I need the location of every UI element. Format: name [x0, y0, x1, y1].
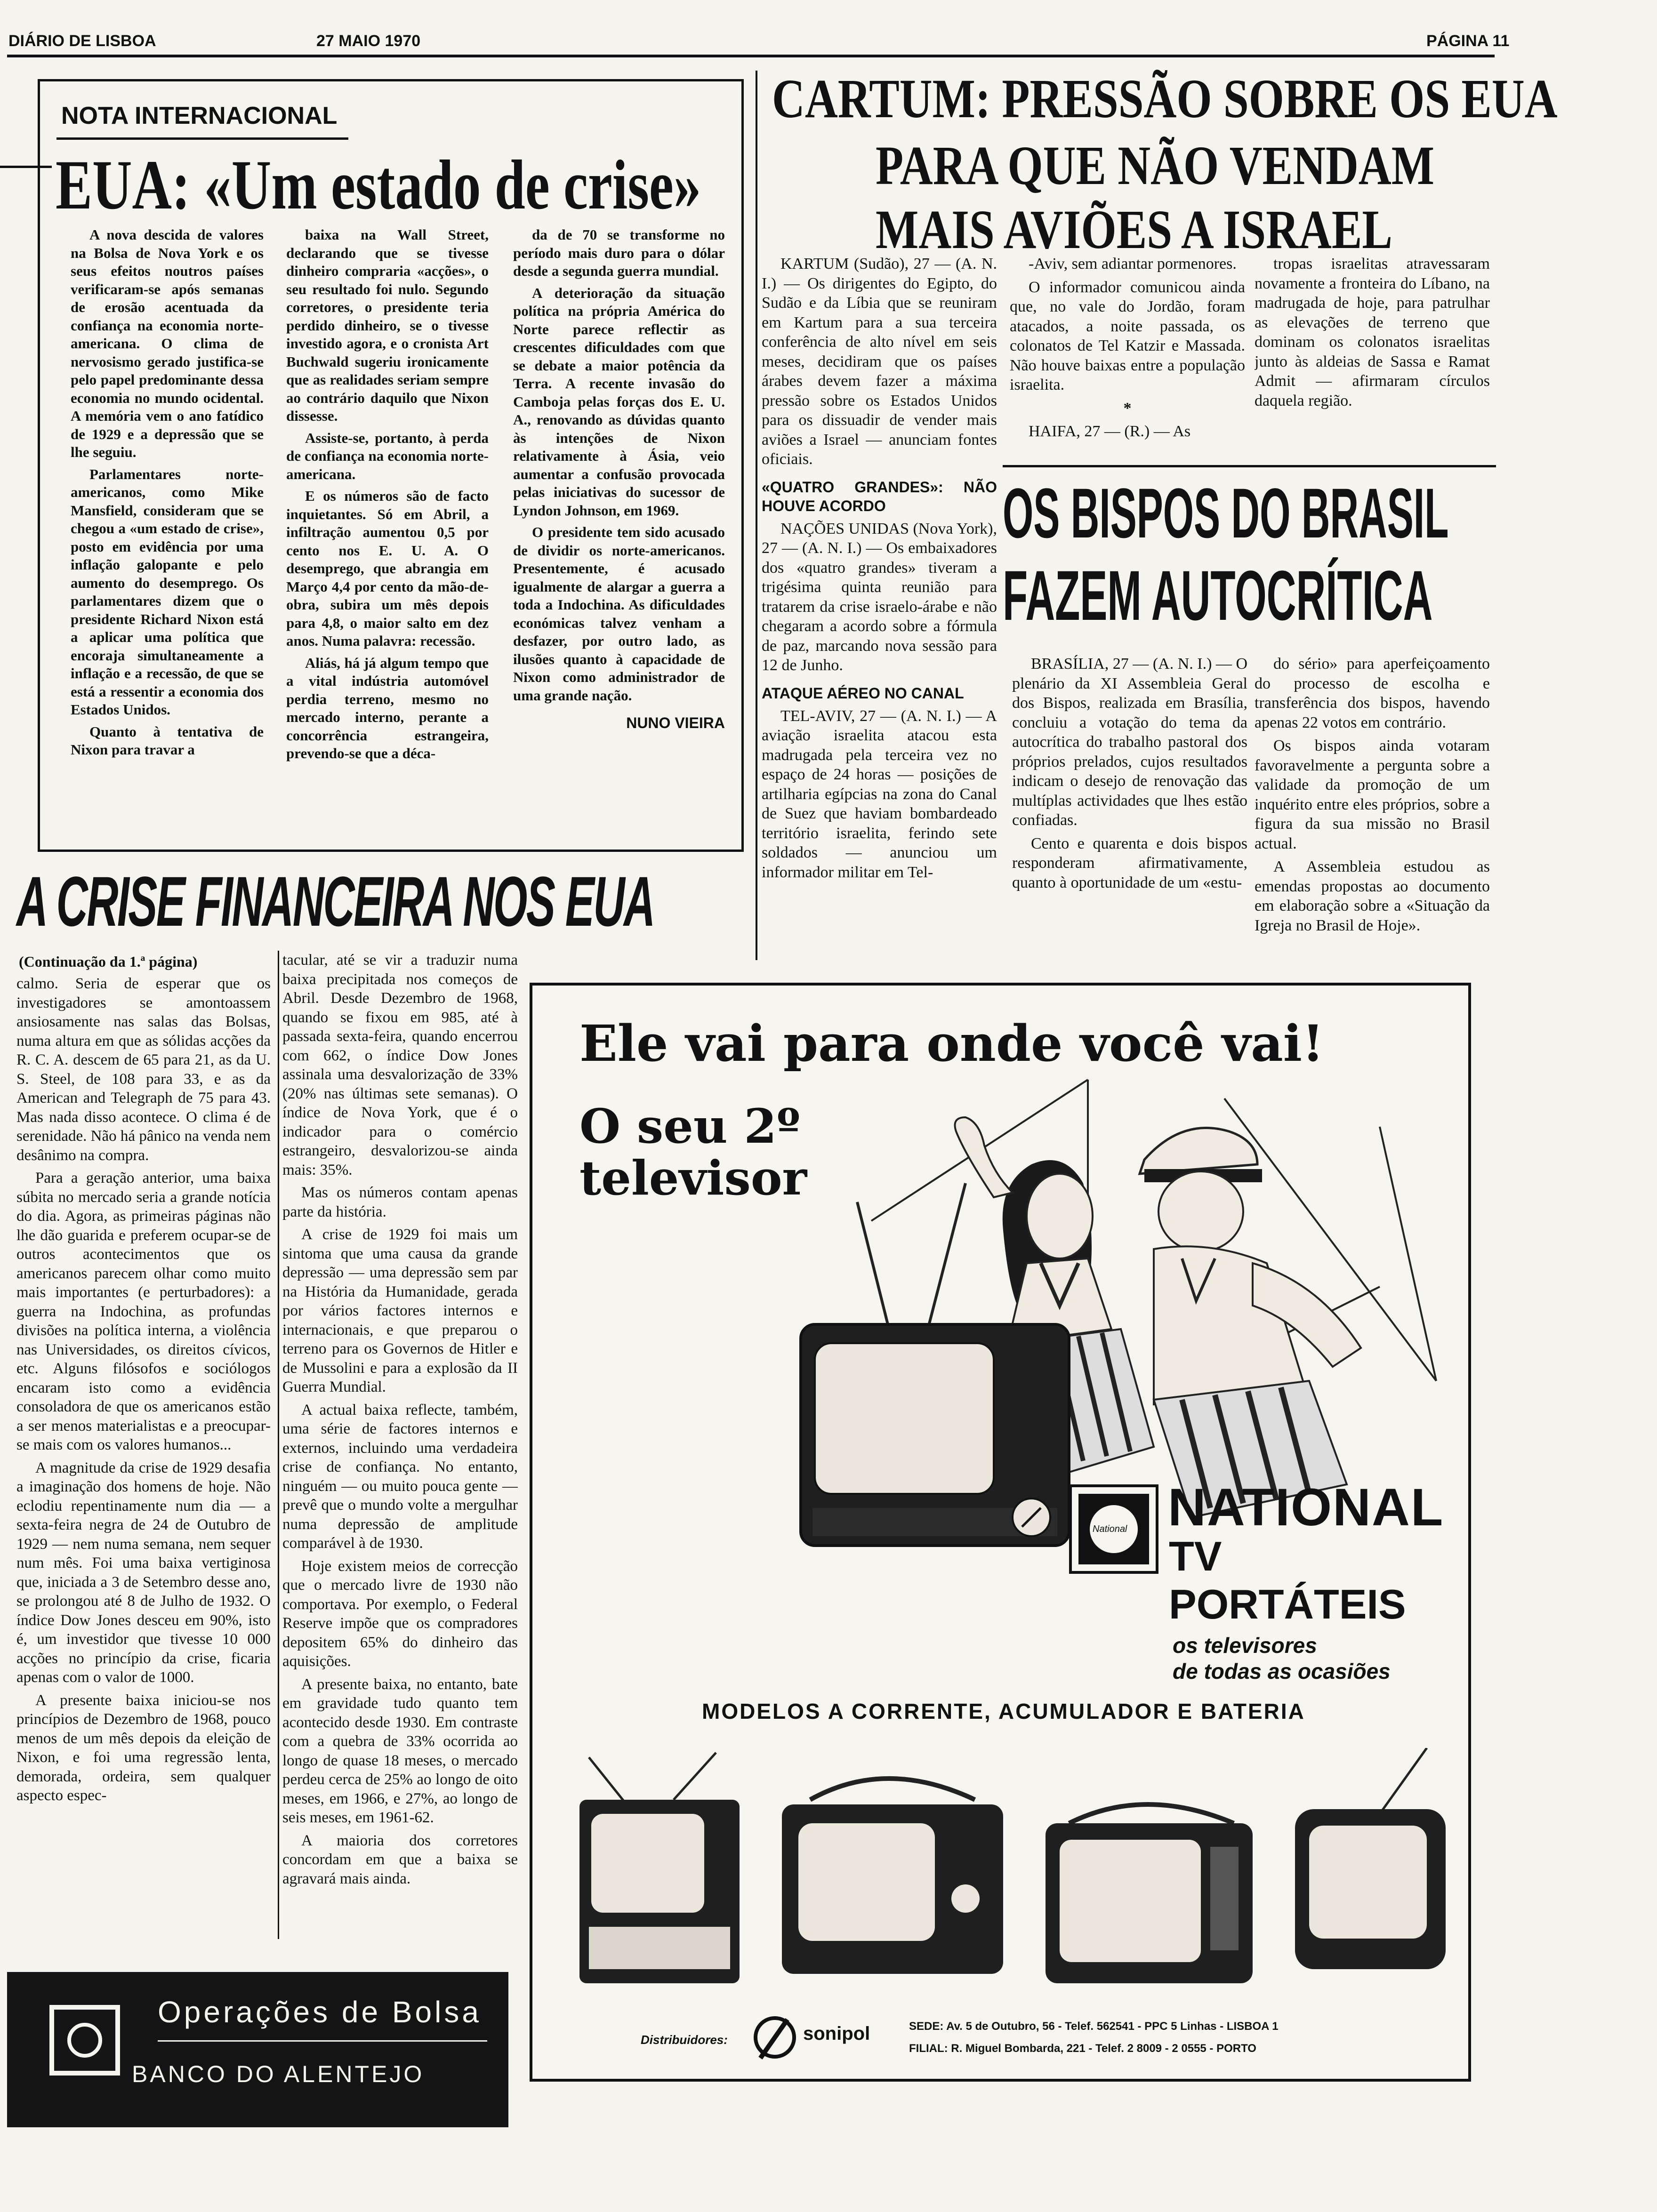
masthead-paper: DIÁRIO DE LISBOA — [8, 32, 156, 50]
national-ad — [530, 983, 1471, 2082]
paragraph: baixa na Wall Street, declarando que se tivesse dinheiro compraria «acções», o seu resultado foi nulo. Segundo corretores, o presidente teria perdido dinheiro, se o tivesse investido agora, e o cronista Art Buchwald sugeriu ironicamente que as realidades seriam sempre ao contrário daquilo que Nixon dissesse. — [286, 226, 489, 424]
ad-tagline-1: os televisores — [1173, 1633, 1317, 1658]
tv-model-3 — [1046, 1804, 1253, 1983]
paragraph: NAÇÕES UNIDAS (Nova York), 27 — (A. N. I.) — Os embaixadores dos «quatro grandes» tiveram a trigésima quinta reunião para tratarem da crise israelo-árabe e não chegaram a acordo sobre a fórmula de paz, marcando nova sessão para 12 de Junho. — [762, 520, 997, 674]
ad-address-1: SEDE: Av. 5 de Outubro, 56 - Telef. 562541 - PPC 5 Linhas - LISBOA 1 — [909, 2020, 1279, 2033]
paragraph: Para a geração anterior, uma baixa súbita no mercado seria a grande notícia do dia. Agora, as primeiras páginas não lhe dão guarida e preferem ocupar-se de outros acontecimentos que os americanos parecem olhar como muito mais importantes (e perturbadores): a guerra na Indochina, as profundas divisões na política interna, a violência nas Universidades, os direitos cívicos, etc. Alguns filósofos e sociólogos encaram isto como a evidência consoladora de que os americanos estão a ser menos materialistas e a preocupar-se mais com os valores humanos... — [16, 1170, 271, 1453]
tv-model-2 — [782, 1779, 1003, 1974]
ad-distributor-name: sonipol — [803, 2023, 870, 2044]
star-separator: * — [1123, 399, 1132, 417]
bolsa-bank-name: BANCO DO ALENTEJO — [132, 2061, 425, 2087]
paragraph: BRASÍLIA, 27 — (A. N. I.) — O plenário da XI Assembleia Geral dos Bispos, realizada em Brasília, concluiu a votação do tema da autocrítica do trabalho pastoral dos próprios prelados, cujos resultados indicam o desejo de renovação das multíplas actividades que lhes estão confiadas. — [1012, 655, 1247, 829]
paragraph: E os números são de facto inquietantes. Só em Abril, a infiltração aumentou 0,5 por cento nos E. U. A. O desemprego, que abrangia em Março 4,4 por cento da mão-de-obra, subira um mês depois para 4,8, o maior salto em dez anos. Numa palavra: recessão. — [286, 488, 489, 649]
paragraph: A deterioração da situação política na própria América do Norte parece reflectir as crescentes dificuldades com que se debate a maior potência da Terra. A recente invasão do Camboja pelas forças dos E. U. A., renovando as dúvidas quanto às intenções de Nixon relativamente à Ásia, veio aumentar a confusão provocada pelas iniciativas do sucessor de Lyndon Johnson, em 1969. — [513, 284, 725, 519]
paragraph: A Assembleia estudou as emendas propostas ao documento em elaboração sobre a «Situação da Igreja no Brasil de Hoje». — [1255, 858, 1490, 934]
paragraph: O informador comunicou ainda que, no vale do Jordão, foram atacados, a noite passada, os colonatos de Tel Katzir e Massada. Não houve baixas entre a população israelita. — [1010, 278, 1245, 393]
paragraph: calmo. Seria de esperar que os investigadores se amontoassem ansiosamente nas salas das Bolsas, numa altura em que as sólidas acções da R. C. A. descem de 65 para 21, as da U. S. Steel, de 108 para 33, e as da American and Telegraph de 75 para 43. Mas nada disso acontece. O clima é de serenidade. Não há pânico na venda nem desânimo na compra. — [16, 975, 271, 1164]
cartum-column-1 — [762, 254, 997, 960]
column-rule — [278, 951, 279, 1939]
national-logo-block — [1069, 1478, 1444, 1627]
cartum-headline-3: MAIS AVIÕES A ISRAEL — [876, 199, 1392, 260]
cartum-column-3 — [1255, 254, 1490, 457]
bispos-column-1 — [1012, 654, 1247, 960]
tv-model-1 — [579, 1753, 740, 1983]
cartum-headline-1: CARTUM: PRESSÃO SOBRE OS EUA — [772, 68, 1558, 129]
cartum-headline-2: PARA QUE NÃO VENDAM — [876, 135, 1435, 196]
paragraph: Aliás, há já algum tempo que a vital indústria automóvel perdia terreno, mesmo no mercado interno, perante a concorrência estrangeira, prevendo-se que a déca- — [286, 654, 489, 761]
paragraph: TEL-AVIV, 27 — (A. N. I.) — A aviação israelita atacou esta madrugada pela terceira vez no espaço de 24 horas — posições de artilharia egípcias na zona do Canal de Suez que haviam bombardeado território israelita, ferindo sete soldados — anunciou um informador militar em Tel- — [762, 707, 997, 881]
paragraph: A nova descida de valores na Bolsa de Nova York e os seus efeitos noutros países verificaram-se após semanas de erosão acentuada da confiança na economia norte-americana. O clima de nervosismo gerado justifica-se pelo papel predominante dessa economia no mundo ocidental. A memória vem o ano fatídico de 1929 e a depressão que se lhe seguiu. — [71, 226, 264, 460]
paragraph: Parlamentares norte-americanos, como Mike Mansfield, consideram que se chegou a «um estado de crise», posto em evidência por uma inflação galopante e pelo aumento do desemprego. Os parlamentares dizem que o presidente Richard Nixon está a aplicar uma política que encoraja simultaneamente a inflação e a recessão, de que se está a ressentir a economia dos Estados Unidos. — [71, 465, 264, 718]
bispos-column-2 — [1255, 654, 1490, 960]
paragraph: Cento e quarenta e dois bispos responderam afirmativamente, quanto à oportunidade de um «estu- — [1012, 834, 1247, 891]
national-brand-sub: TV PORTÁTEIS — [1169, 1533, 1406, 1627]
cartum-subhead-1: «QUATRO GRANDES»: NÃO HOUVE ACORDO — [762, 478, 997, 514]
bank-logo — [49, 2005, 120, 2076]
sailor-figure — [1140, 1128, 1361, 1518]
nota-column-2 — [286, 226, 489, 833]
bispos-headline-2: FAZEM AUTOCRÍTICA — [1003, 556, 1433, 635]
nota-column-1 — [71, 226, 264, 833]
paragraph: -Aviv, sem adiantar pormenores. — [1029, 255, 1237, 272]
paragraph: KARTUM (Sudão), 27 — (A. N. I.) — Os dirigentes do Egipto, do Sudão e da Líbia que se reuniram em Kartum para a sua terceira conferência de alto nível em seis meses, decidiram que os países árabes devem fazer a máxima pressão sobre os Estados Unidos para os dissuadir de vender mais aviões a Israel — anunciam fontes oficiais. — [762, 255, 997, 468]
bolsa-title: Operações de Bolsa — [158, 1995, 482, 2029]
crise-column-1 — [16, 974, 271, 1948]
national-brand: NATIONAL — [1168, 1478, 1444, 1537]
paragraph: A presente baixa iniciou-se nos princípios de Dezembro de 1968, pouco menos de um mês depois da eleição de Nixon, e foi uma regressão lenta, demorada, ordeira, sem qualquer aspecto espec- — [16, 1691, 271, 1804]
paragraph: da de 70 se transforme no período mais duro para o dólar desde a segunda guerra mundial. — [513, 226, 725, 279]
ad-slogan: Ele vai para onde você vai! — [579, 1014, 1324, 1073]
national-emblem — [1069, 1484, 1158, 1574]
paragraph: A presente baixa, no entanto, bate em gravidade tudo quanto tem acontecido desde 1930. Em contraste com a quebra de 33% ocorrida ao longo de quase 18 meses, o mercado perdeu cerca de 25% ao longo de oito meses, em 1966, e 27%, ao longo de seis meses, em 1961-62. — [282, 1675, 518, 1826]
cartum-subhead-2: ATAQUE AÉREO NO CANAL — [762, 684, 964, 702]
bispos-headline-1: OS BISPOS DO BRASIL — [1003, 473, 1449, 553]
paragraph: Quanto à tentativa de Nixon para travar a — [71, 723, 264, 758]
ad-distributor-label: Distribuidores: — [641, 2033, 728, 2047]
nota-column-3 — [513, 226, 725, 833]
paragraph: A actual baixa reflecte, também, uma série de factores internos e externos, incluindo uma verdadeira crise de confiança. No entanto, ninguém — ou muito pouca gente — prevê que o mundo volte a mergulhar numa depressão de amplitude comparável à de 1930. — [282, 1401, 518, 1552]
crise-headline: A CRISE FINANCEIRA NOS EUA — [16, 862, 654, 941]
masthead-page: PÁGINA 11 — [1426, 32, 1510, 50]
column-rule — [756, 71, 757, 960]
nota-headline-rule — [0, 166, 52, 168]
section-rule — [1003, 465, 1496, 467]
ad-line-1: O seu 2º — [579, 1098, 800, 1154]
paragraph: HAIFA, 27 — (R.) — As — [1029, 423, 1191, 440]
ad-line-2: televisor — [579, 1150, 807, 1206]
paragraph: Hoje existem meios de correcção que o mercado livre de 1930 não comportava. Por exemplo, o Federal Reserve impõe que os compradores depositem 65% do dinheiro das aquisições. — [282, 1557, 518, 1670]
paragraph: A crise de 1929 foi mais um sintoma que uma causa da grande depressão — uma depressão sem par na História da Humanidade, gerada por vários factores internos e internacionais, e que preparou o terreno para os Governos de Hitler e de Mussolini e para a explosão da II Guerra Mundial. — [282, 1226, 518, 1395]
ad-address-2: FILIAL: R. Miguel Bombarda, 221 - Telef. 2 8009 - 2 0555 - PORTO — [909, 2042, 1256, 2055]
crise-continuation: (Continuação da 1.ª página) — [19, 953, 198, 970]
paragraph: do sério» para aperfeiçoamento do processo de escolha e transferência dos bispos, havendo apenas 22 votos em contrário. — [1255, 655, 1490, 731]
nota-kicker: NOTA INTERNACIONAL — [61, 102, 338, 129]
paragraph: tacular, até se vir a traduzir numa baixa precipitada nos começos de Abril. Desde Dezembro de 1968, quando se fixou em 985, até à passada sexta-feira, quando encerrou com 662, o índice Dow Jones assinala uma desvalorização de 33% (20% nas últimas sete semanas). O índice de Nova York, que é o indicador para o comércio estrangeiro, desvalorizou-se ainda mais: 35%. — [282, 952, 518, 1178]
cartum-column-2 — [1010, 254, 1245, 457]
nota-signature: NUNO VIEIRA — [626, 714, 725, 731]
crise-column-2 — [282, 951, 518, 1948]
tv-model-4 — [1295, 1748, 1446, 1969]
ad-models: MODELOS A CORRENTE, ACUMULADOR E BATERIA — [702, 1699, 1305, 1723]
paragraph: Os bispos ainda votaram favoravelmente a pergunta sobre a validade da promoção de um inquérito entre eles próprios, sobre a figura da sua missão no Brasil actual. — [1255, 737, 1490, 852]
ad-tv-models — [561, 1748, 1446, 1993]
nota-headline: EUA: «Um estado de crise» — [56, 146, 701, 224]
bolsa-banner — [7, 1972, 508, 2127]
paragraph: tropas israelitas atravessaram novamente a fronteira do Líbano, na madrugada de hoje, para patrulhar as elevações de terreno que dominam os colonatos israelitas junto às aldeias de Sassa e Ramat Admit — afirmaram círculos daquela região. — [1255, 255, 1490, 409]
paragraph: Mas os números contam apenas parte da história. — [282, 1184, 518, 1220]
paragraph: A maioria dos corretores concordam em que a baixa se agravará mais ainda. — [282, 1832, 518, 1887]
masthead-rule — [7, 55, 1495, 57]
sonipol-logo — [754, 2016, 796, 2059]
national-emblem-text: National — [1093, 1524, 1127, 1534]
masthead-date: 27 MAIO 1970 — [316, 32, 421, 50]
nota-kicker-rule — [56, 137, 348, 140]
ad-tagline-2: de todas as ocasiões — [1173, 1659, 1391, 1683]
paragraph: O presidente tem sido acusado de dividir os norte-americanos. Presentemente, é acusado igualmente de alargar a guerra a toda a Indochina. As dificuldades económicas talvez venham a desfazer, por outro lado, as ilusões quanto à capacidade de Nixon como administrador de uma grande nação. — [513, 524, 725, 704]
paragraph: A magnitude da crise de 1929 desafia a imaginação dos homens de hoje. Não eclodiu repentinamente num dia — a sexta-feira negra de 24 de Outubro de 1929 — nem numa semana, nem sequer num mês. Foi uma baixa vertiginosa que, iniciada a 3 de Setembro desse ano, se prolongou até 8 de Julho de 1932. O índice Dow Jones desceu em 90%, isto é, um investidor que tivesse 10 000 acções no princípio da crise, ficaria apenas com o valor de 1000. — [16, 1459, 271, 1686]
paragraph: Assiste-se, portanto, à perda de confiança na economia norte-americana. — [286, 429, 489, 482]
